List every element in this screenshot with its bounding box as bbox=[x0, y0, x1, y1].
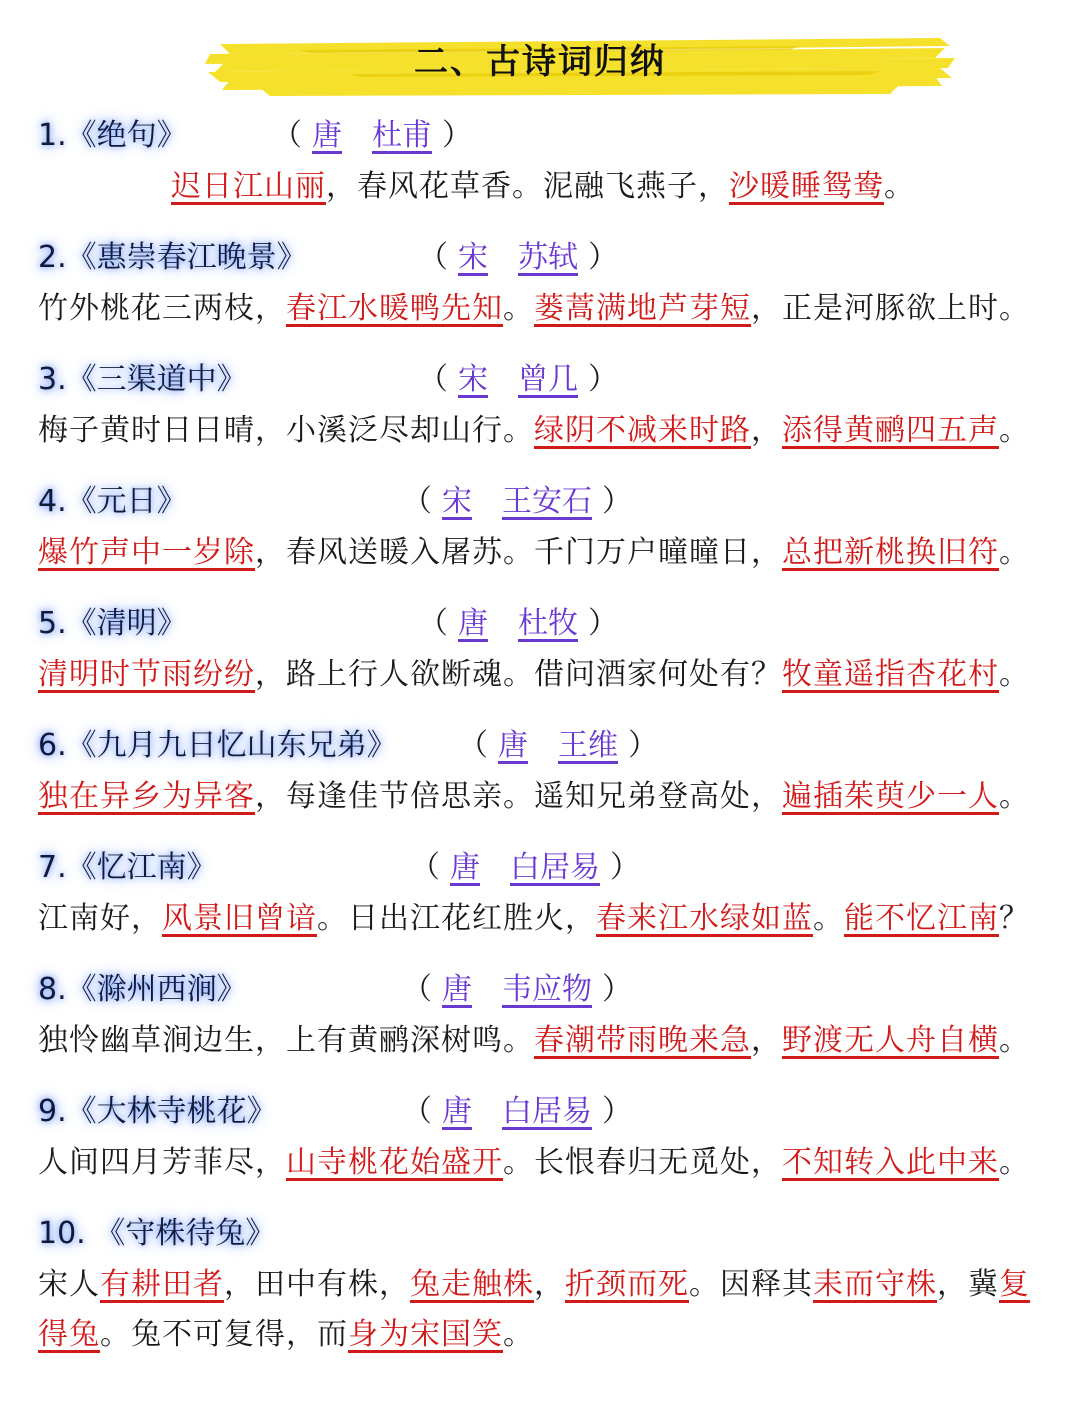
poem-title: 7.《忆江南》 bbox=[38, 850, 217, 885]
poem-verse bbox=[38, 650, 1048, 700]
poem-entry bbox=[38, 348, 1048, 456]
verse-text: 人间四月芳菲尽， bbox=[38, 1145, 286, 1180]
verse-text: ，冀 bbox=[937, 1267, 999, 1302]
close-paren: ） bbox=[602, 972, 632, 1007]
verse-text: 。日出江花红胜火， bbox=[317, 901, 596, 936]
verse-text: 独怜幽草涧边生，上有黄鹂深树鸣。 bbox=[38, 1023, 534, 1058]
poem-author: 王维 bbox=[558, 728, 618, 763]
poem-title-row bbox=[38, 226, 1048, 284]
poem-title-row bbox=[38, 104, 1048, 162]
poem-dynasty: 宋 bbox=[458, 362, 488, 397]
verse-text: 宋人 bbox=[38, 1267, 100, 1302]
poem-author-info bbox=[402, 476, 632, 520]
verse-text: ， bbox=[751, 413, 782, 448]
poem-list bbox=[38, 104, 1048, 1374]
poem-verse bbox=[38, 894, 1048, 944]
highlighted-phrase: 有耕田者 bbox=[100, 1267, 224, 1302]
open-paren: （ bbox=[418, 362, 448, 397]
highlighted-phrase: 爆竹声中一岁除 bbox=[38, 535, 255, 570]
close-paren: ） bbox=[588, 606, 618, 641]
poem-entry bbox=[38, 1202, 1048, 1360]
verse-text: 。 bbox=[999, 1145, 1030, 1180]
poem-dynasty: 宋 bbox=[458, 240, 488, 275]
poem-verse bbox=[38, 528, 1048, 578]
highlighted-phrase: 兔走触株 bbox=[410, 1267, 534, 1302]
poem-author: 曾几 bbox=[518, 362, 578, 397]
poem-entry bbox=[38, 714, 1048, 822]
verse-text: 。 bbox=[503, 1317, 534, 1352]
poem-verse bbox=[38, 162, 1048, 212]
poem-entry bbox=[38, 226, 1048, 334]
poem-title: 2.《惠崇春江晚景》 bbox=[38, 240, 307, 275]
verse-text: 。 bbox=[999, 779, 1030, 814]
close-paren: ） bbox=[602, 484, 632, 519]
highlighted-phrase: 春来江水绿如蓝 bbox=[596, 901, 813, 936]
verse-text: ，春风花草香。泥融飞燕子， bbox=[326, 169, 729, 204]
verse-text: 。 bbox=[999, 413, 1030, 448]
poem-author: 王安石 bbox=[502, 484, 592, 519]
poem-verse bbox=[38, 1260, 1048, 1360]
highlighted-phrase: 清明时节雨纷纷 bbox=[38, 657, 255, 692]
open-paren: （ bbox=[402, 484, 432, 519]
poem-dynasty: 唐 bbox=[450, 850, 480, 885]
poem-title: 3.《三渠道中》 bbox=[38, 362, 247, 397]
poem-title-row bbox=[38, 348, 1048, 406]
verse-text: 。 bbox=[999, 657, 1030, 692]
open-paren: （ bbox=[418, 240, 448, 275]
poem-title: 10. 《守株待兔》 bbox=[38, 1216, 276, 1251]
verse-text: 。因释其 bbox=[689, 1267, 813, 1302]
highlighted-phrase: 折颈而死 bbox=[565, 1267, 689, 1302]
poem-dynasty: 唐 bbox=[458, 606, 488, 641]
highlighted-phrase: 牧童遥指杏花村 bbox=[782, 657, 999, 692]
verse-text: 江南好， bbox=[38, 901, 162, 936]
poem-author-info bbox=[418, 354, 618, 398]
poem-title-row bbox=[38, 1080, 1048, 1138]
poem-author: 杜甫 bbox=[372, 118, 432, 153]
highlighted-phrase: 山寺桃花始盛开 bbox=[286, 1145, 503, 1180]
poem-title: 1.《绝句》 bbox=[38, 118, 187, 153]
highlighted-phrase: 风景旧曾谙 bbox=[162, 901, 317, 936]
highlighted-phrase: 野渡无人舟自横 bbox=[782, 1023, 999, 1058]
highlighted-phrase: 春潮带雨晚来急 bbox=[534, 1023, 751, 1058]
poem-author-info bbox=[402, 964, 632, 1008]
close-paren: ） bbox=[610, 850, 640, 885]
verse-text: 竹外桃花三两枝， bbox=[38, 291, 286, 326]
poem-verse bbox=[38, 1016, 1048, 1066]
verse-text: ， bbox=[534, 1267, 565, 1302]
poem-entry bbox=[38, 592, 1048, 700]
poem-dynasty: 唐 bbox=[442, 1094, 472, 1129]
poem-author: 白居易 bbox=[502, 1094, 592, 1129]
close-paren: ） bbox=[602, 1094, 632, 1129]
poem-author: 韦应物 bbox=[502, 972, 592, 1007]
poem-dynasty: 宋 bbox=[442, 484, 472, 519]
poem-verse bbox=[38, 1138, 1048, 1188]
close-paren: ） bbox=[588, 240, 618, 275]
poem-author-info bbox=[418, 232, 618, 276]
poem-title-row bbox=[38, 592, 1048, 650]
poem-entry bbox=[38, 958, 1048, 1066]
poem-title-row bbox=[38, 470, 1048, 528]
open-paren: （ bbox=[418, 606, 448, 641]
open-paren: （ bbox=[272, 118, 302, 153]
close-paren: ） bbox=[628, 728, 658, 763]
highlighted-phrase: 添得黄鹂四五声 bbox=[782, 413, 999, 448]
highlighted-phrase: 不知转入此中来 bbox=[782, 1145, 999, 1180]
verse-text: 。长恨春归无觅处， bbox=[503, 1145, 782, 1180]
poem-author: 杜牧 bbox=[518, 606, 578, 641]
poem-verse bbox=[38, 284, 1048, 334]
verse-text: ，每逢佳节倍思亲。遥知兄弟登高处， bbox=[255, 779, 782, 814]
open-paren: （ bbox=[402, 972, 432, 1007]
poem-title: 8.《滁州西涧》 bbox=[38, 972, 247, 1007]
poem-author-info bbox=[402, 1086, 632, 1130]
poem-title-row bbox=[38, 836, 1048, 894]
highlighted-phrase: 复得兔 bbox=[38, 1267, 1030, 1352]
open-paren: （ bbox=[402, 1094, 432, 1129]
poem-title: 9.《大林寺桃花》 bbox=[38, 1094, 277, 1129]
verse-text: ，路上行人欲断魂。借问酒家何处有？ bbox=[255, 657, 782, 692]
poem-dynasty: 唐 bbox=[442, 972, 472, 1007]
poem-title: 4.《元日》 bbox=[38, 484, 187, 519]
page-title: 二、古诗词归纳 bbox=[414, 42, 666, 82]
poem-author-info bbox=[458, 720, 658, 764]
poem-author-info bbox=[418, 598, 618, 642]
verse-text: 。 bbox=[999, 535, 1030, 570]
verse-text: 。 bbox=[503, 291, 534, 326]
poem-entry bbox=[38, 1080, 1048, 1188]
poem-author-info bbox=[410, 842, 640, 886]
poem-author: 苏轼 bbox=[518, 240, 578, 275]
header-banner bbox=[0, 14, 1080, 104]
verse-text: 。 bbox=[999, 1023, 1030, 1058]
highlighted-phrase: 身为宋国笑 bbox=[348, 1317, 503, 1352]
verse-text: ，春风送暖入屠苏。千门万户曈曈日， bbox=[255, 535, 782, 570]
poem-verse bbox=[38, 406, 1048, 456]
highlighted-phrase: 迟日江山丽 bbox=[171, 169, 326, 204]
highlighted-phrase: 遍插茱萸少一人 bbox=[782, 779, 999, 814]
poem-verse bbox=[38, 772, 1048, 822]
highlighted-phrase: 蒌蒿满地芦芽短 bbox=[534, 291, 751, 326]
highlighted-phrase: 独在异乡为异客 bbox=[38, 779, 255, 814]
verse-text: ？ bbox=[999, 901, 1030, 936]
verse-text: 。 bbox=[884, 169, 915, 204]
highlighted-phrase: 耒而守株 bbox=[813, 1267, 937, 1302]
poem-entry bbox=[38, 104, 1048, 212]
poem-dynasty: 唐 bbox=[498, 728, 528, 763]
verse-text: 梅子黄时日日晴，小溪泛尽却山行。 bbox=[38, 413, 534, 448]
poem-title: 5.《清明》 bbox=[38, 606, 187, 641]
verse-text: 。 bbox=[813, 901, 844, 936]
verse-text: ，田中有株， bbox=[224, 1267, 410, 1302]
poem-author-info bbox=[272, 110, 472, 154]
highlighted-phrase: 能不忆江南 bbox=[844, 901, 999, 936]
verse-text: ， bbox=[751, 1023, 782, 1058]
verse-text: 。兔不可复得，而 bbox=[100, 1317, 348, 1352]
poem-author: 白居易 bbox=[510, 850, 600, 885]
poem-dynasty: 唐 bbox=[312, 118, 342, 153]
open-paren: （ bbox=[458, 728, 488, 763]
open-paren: （ bbox=[410, 850, 440, 885]
poem-title: 6.《九月九日忆山东兄弟》 bbox=[38, 728, 397, 763]
verse-text: ，正是河豚欲上时。 bbox=[751, 291, 1030, 326]
highlighted-phrase: 绿阴不减来时路 bbox=[534, 413, 751, 448]
close-paren: ） bbox=[442, 118, 472, 153]
highlighted-phrase: 春江水暖鸭先知 bbox=[286, 291, 503, 326]
close-paren: ） bbox=[588, 362, 618, 397]
poem-title-row bbox=[38, 1202, 1048, 1260]
highlighted-phrase: 沙暖睡鸳鸯 bbox=[729, 169, 884, 204]
poem-entry bbox=[38, 470, 1048, 578]
poem-title-row bbox=[38, 958, 1048, 1016]
poem-entry bbox=[38, 836, 1048, 944]
highlighted-phrase: 总把新桃换旧符 bbox=[782, 535, 999, 570]
poem-title-row bbox=[38, 714, 1048, 772]
